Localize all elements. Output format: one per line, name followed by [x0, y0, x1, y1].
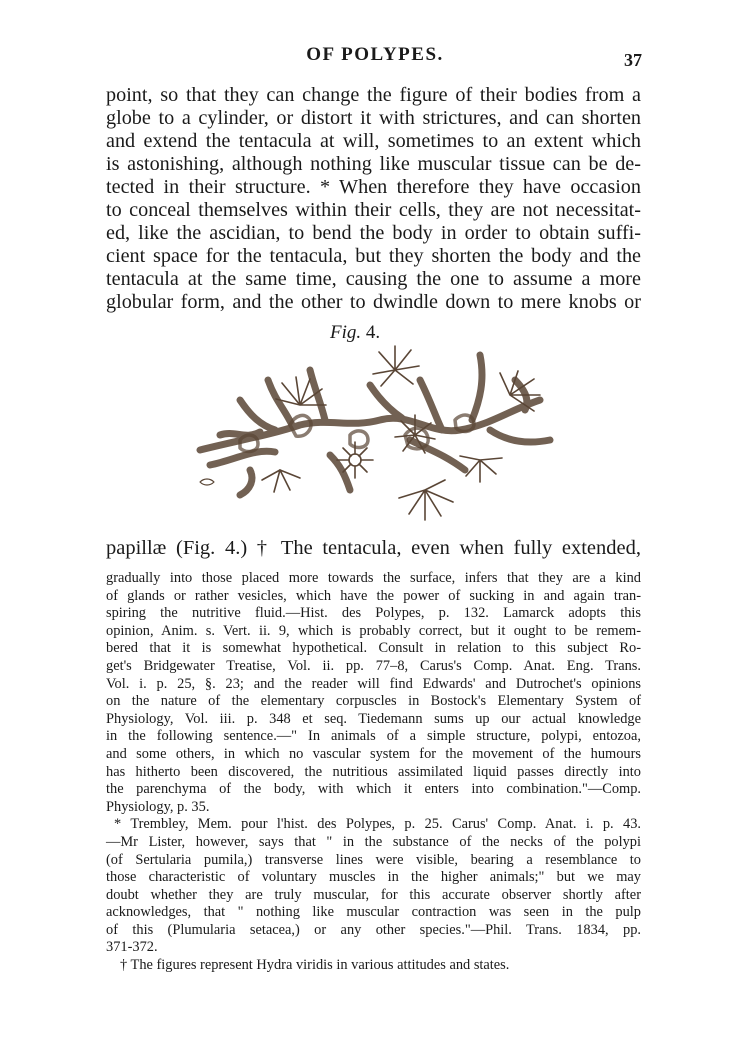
text-line: is astonishing, although nothing like muscular tissue can be de- — [106, 153, 641, 175]
footnote-line: of glands or rather vesicles, which have the power of sucking in and again tran- — [106, 587, 641, 604]
main-text — [106, 84, 641, 314]
footnote-line: of this (Plumularia setacea,) or any other species."—Phil. Trans. 1834, pp. — [106, 921, 641, 938]
footnote-line: (of Sertularia pumila,) transverse lines were visible, bearing a resemblance to — [106, 851, 641, 868]
running-head: OF POLYPES. — [306, 44, 444, 65]
figure-number: 4. — [365, 322, 381, 343]
engraver-mark — [200, 479, 214, 485]
polyp-bodies — [200, 355, 550, 495]
text-line: tentacula at the same time, causing the one to assume a more — [106, 268, 641, 290]
text-line: tected in their structure. * When therefore they have occasion — [106, 176, 641, 198]
text-line: point, so that they can change the figure of their bodies from a — [106, 84, 641, 106]
footnote-line: on the nature of the elementary corpuscles in Bostock's Elementary System of — [106, 693, 641, 710]
hydra-illustration — [180, 340, 575, 525]
footnote-line: —Mr Lister, however, says that " in the substance of the necks of the polypi — [106, 833, 641, 850]
footnote-line: 371-372. — [106, 939, 158, 956]
footnote-line: acknowledges, that " nothing like muscular contraction was seen in the pulp — [106, 904, 641, 921]
footnotes — [106, 570, 641, 975]
footnote-line: † The figures represent Hydra viridis in various attitudes and states. — [120, 957, 510, 974]
text-line: globe to a cylinder, or distort it with strictures, and can shorten — [106, 107, 641, 129]
footnote-line: get's Bridgewater Treatise, Vol. ii. pp. 77–8, Carus's Comp. Anat. Eng. Trans. — [106, 657, 641, 674]
figure-label: Fig. — [330, 322, 362, 343]
footnote-line: gradually into those placed more towards the surface, infers that they are a kind — [106, 570, 641, 586]
footnote-line: doubt whether they are truly muscular, for this accurate observer shortly after — [106, 886, 641, 903]
footnote-line: in the following sentence.—" In animals of a simple structure, polypi, entozoa, — [106, 728, 641, 745]
text-line: to conceal themselves within their cells, they are not necessitat- — [106, 199, 641, 221]
footnote-line: opinion, Anim. s. Vert. ii. 9, which is probably correct, but it ought to be remem- — [106, 622, 641, 639]
text-line: and extend the tentacula at will, sometimes to an extent which — [106, 130, 641, 152]
footnote-line: * Trembley, Mem. pour l'hist. des Polypes, p. 25. Carus' Comp. Anat. i. p. 43. — [114, 816, 641, 833]
footnote-line: Vol. i. p. 25, §. 23; and the reader will find Edwards' and Dutrochet's opinions — [106, 675, 641, 692]
continuation-line: papillæ (Fig. 4.) † The tentacula, even when fully extended, — [106, 537, 641, 559]
footnote-line: spiring the nutritive fluid.—Hist. des Polypes, p. 132. Lamarck adopts this — [106, 605, 641, 622]
footnote-line: the parenchyma of the body, with which it enters into combination."—Comp. — [106, 781, 641, 798]
footnote-line: and some others, in which no vascular system for the movement of the humours — [106, 745, 641, 762]
page-header — [0, 44, 750, 74]
footnote-line: has hitherto been discovered, the nutritious assimilated liquid passes directly into — [106, 763, 641, 780]
footnote-line: those characteristic of voluntary muscles in the higher animals;" but we may — [106, 869, 641, 886]
text-line: globular form, and the other to dwindle down to mere knobs or — [106, 291, 641, 313]
page-number: 37 — [624, 50, 642, 70]
footnote-line: bered that it is somewhat hypothetical. Consult in relation to this subject Ro- — [106, 640, 641, 657]
text-line: cient space for the tentacula, but they shorten the body and the — [106, 245, 641, 267]
footnote-line: Physiology, Vol. iii. p. 348 et seq. Tiedemann sums up our actual knowledge — [106, 710, 641, 727]
footnote-line: Physiology, p. 35. — [106, 798, 210, 815]
text-line: ed, like the ascidian, to bend the body in order to obtain suffi- — [106, 222, 641, 244]
